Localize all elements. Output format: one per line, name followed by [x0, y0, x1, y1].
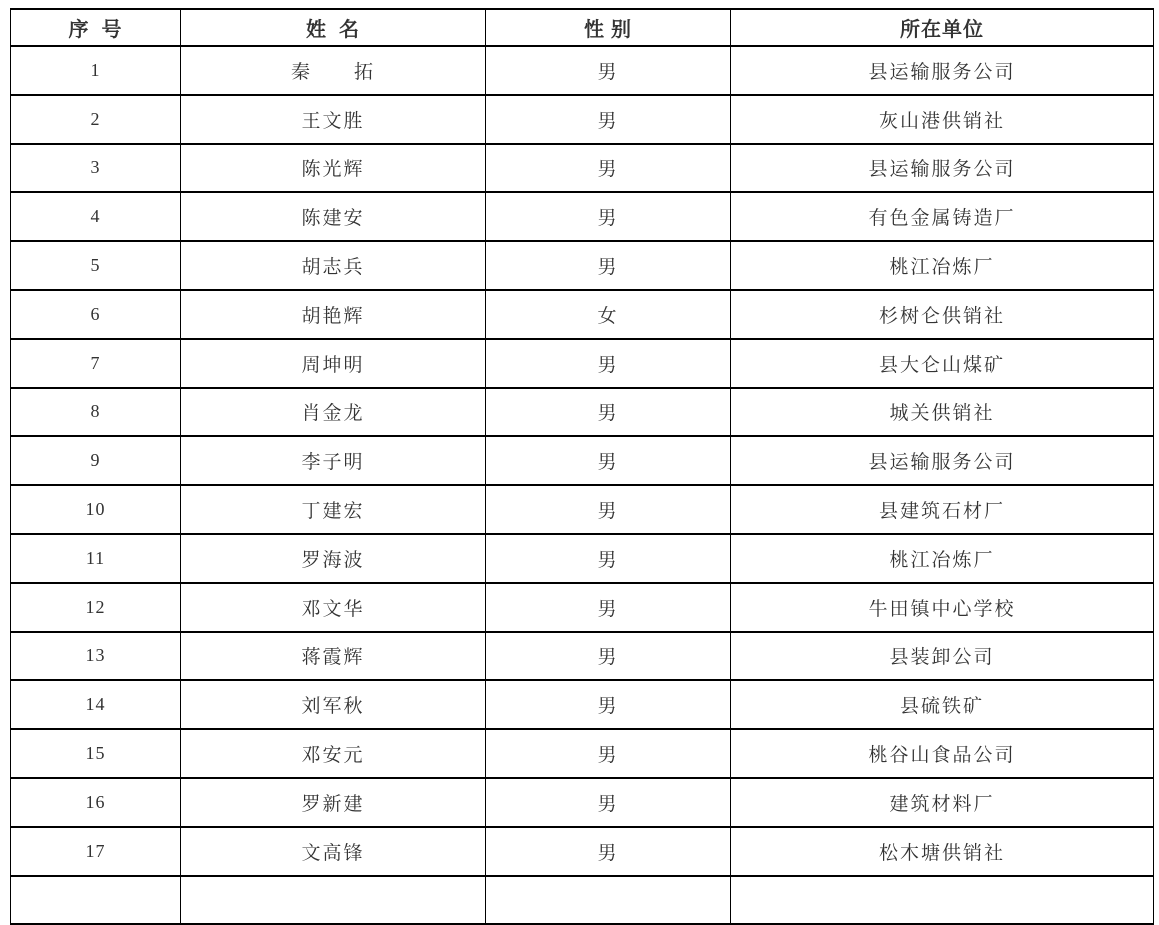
cell-name: 丁建宏 [181, 485, 486, 534]
cell-unit: 县装卸公司 [731, 632, 1154, 681]
cell-gender: 男 [486, 583, 731, 632]
table-row [11, 680, 1154, 729]
cell-unit: 县运输服务公司 [731, 436, 1154, 485]
table-row [11, 583, 1154, 632]
cell-unit: 桃江冶炼厂 [731, 241, 1154, 290]
table-row [11, 46, 1154, 95]
cell-gender: 男 [486, 436, 731, 485]
cell-unit: 县建筑石材厂 [731, 485, 1154, 534]
cell-index: 9 [11, 436, 181, 485]
table-row [11, 95, 1154, 144]
table-row [11, 144, 1154, 193]
cell-unit: 城关供销社 [731, 388, 1154, 437]
table-row [11, 778, 1154, 827]
col-header-name: 姓 名 [181, 9, 486, 46]
cell-index: 17 [11, 827, 181, 876]
cell-gender: 男 [486, 485, 731, 534]
cell-gender: 男 [486, 778, 731, 827]
header-row [11, 9, 1154, 46]
cell-name: 蒋霞辉 [181, 632, 486, 681]
cell-name: 文高锋 [181, 827, 486, 876]
cell-gender: 男 [486, 632, 731, 681]
cell-gender: 男 [486, 46, 731, 95]
cell-index: 1 [11, 46, 181, 95]
cell-gender: 男 [486, 827, 731, 876]
cell-name: 李子明 [181, 436, 486, 485]
cell-gender: 男 [486, 192, 731, 241]
cell-name-empty [181, 876, 486, 925]
cell-gender: 男 [486, 95, 731, 144]
cell-index: 6 [11, 290, 181, 339]
cell-unit: 县大仑山煤矿 [731, 339, 1154, 388]
table-row [11, 485, 1154, 534]
roster-table [10, 8, 1154, 925]
cell-gender: 男 [486, 534, 731, 583]
cell-gender: 女 [486, 290, 731, 339]
table-row [11, 436, 1154, 485]
cell-index: 13 [11, 632, 181, 681]
cell-gender-empty [486, 876, 731, 925]
cell-unit: 有色金属铸造厂 [731, 192, 1154, 241]
cell-name: 邓文华 [181, 583, 486, 632]
cell-unit: 建筑材料厂 [731, 778, 1154, 827]
cell-name: 胡艳辉 [181, 290, 486, 339]
roster-table-header [11, 9, 1154, 46]
table-row [11, 632, 1154, 681]
cell-unit: 桃江冶炼厂 [731, 534, 1154, 583]
roster-table-body [11, 46, 1154, 924]
partial-table-row [11, 876, 1154, 925]
cell-index: 3 [11, 144, 181, 193]
cell-gender: 男 [486, 388, 731, 437]
table-row [11, 192, 1154, 241]
cell-gender: 男 [486, 144, 731, 193]
cell-gender: 男 [486, 680, 731, 729]
col-header-unit: 所在单位 [731, 9, 1154, 46]
table-row [11, 339, 1154, 388]
cell-index: 15 [11, 729, 181, 778]
cell-gender: 男 [486, 339, 731, 388]
cell-name: 胡志兵 [181, 241, 486, 290]
cell-name: 刘军秋 [181, 680, 486, 729]
cell-index: 12 [11, 583, 181, 632]
cell-index: 11 [11, 534, 181, 583]
cell-unit: 县运输服务公司 [731, 144, 1154, 193]
cell-index: 10 [11, 485, 181, 534]
cell-index: 2 [11, 95, 181, 144]
cell-unit: 杉树仑供销社 [731, 290, 1154, 339]
cell-name: 邓安元 [181, 729, 486, 778]
cell-index: 5 [11, 241, 181, 290]
table-row [11, 729, 1154, 778]
cell-unit-empty [731, 876, 1154, 925]
cell-unit: 牛田镇中心学校 [731, 583, 1154, 632]
cell-name: 罗海波 [181, 534, 486, 583]
cell-gender: 男 [486, 729, 731, 778]
cell-index-empty [11, 876, 181, 925]
col-header-gender: 性 别 [486, 9, 731, 46]
table-row [11, 241, 1154, 290]
table-row [11, 534, 1154, 583]
cell-gender: 男 [486, 241, 731, 290]
cell-name: 周坤明 [181, 339, 486, 388]
cell-name: 王文胜 [181, 95, 486, 144]
cell-unit: 灰山港供销社 [731, 95, 1154, 144]
cell-name: 陈光辉 [181, 144, 486, 193]
cell-index: 7 [11, 339, 181, 388]
cell-name: 陈建安 [181, 192, 486, 241]
cell-name: 罗新建 [181, 778, 486, 827]
table-row [11, 290, 1154, 339]
cell-name: 秦 拓 [181, 46, 486, 95]
cell-unit: 桃谷山食品公司 [731, 729, 1154, 778]
cell-unit: 松木塘供销社 [731, 827, 1154, 876]
col-header-index: 序 号 [11, 9, 181, 46]
cell-unit: 县硫铁矿 [731, 680, 1154, 729]
table-row [11, 827, 1154, 876]
cell-name: 肖金龙 [181, 388, 486, 437]
cell-unit: 县运输服务公司 [731, 46, 1154, 95]
cell-index: 8 [11, 388, 181, 437]
cell-index: 4 [11, 192, 181, 241]
cell-index: 16 [11, 778, 181, 827]
table-row [11, 388, 1154, 437]
cell-index: 14 [11, 680, 181, 729]
